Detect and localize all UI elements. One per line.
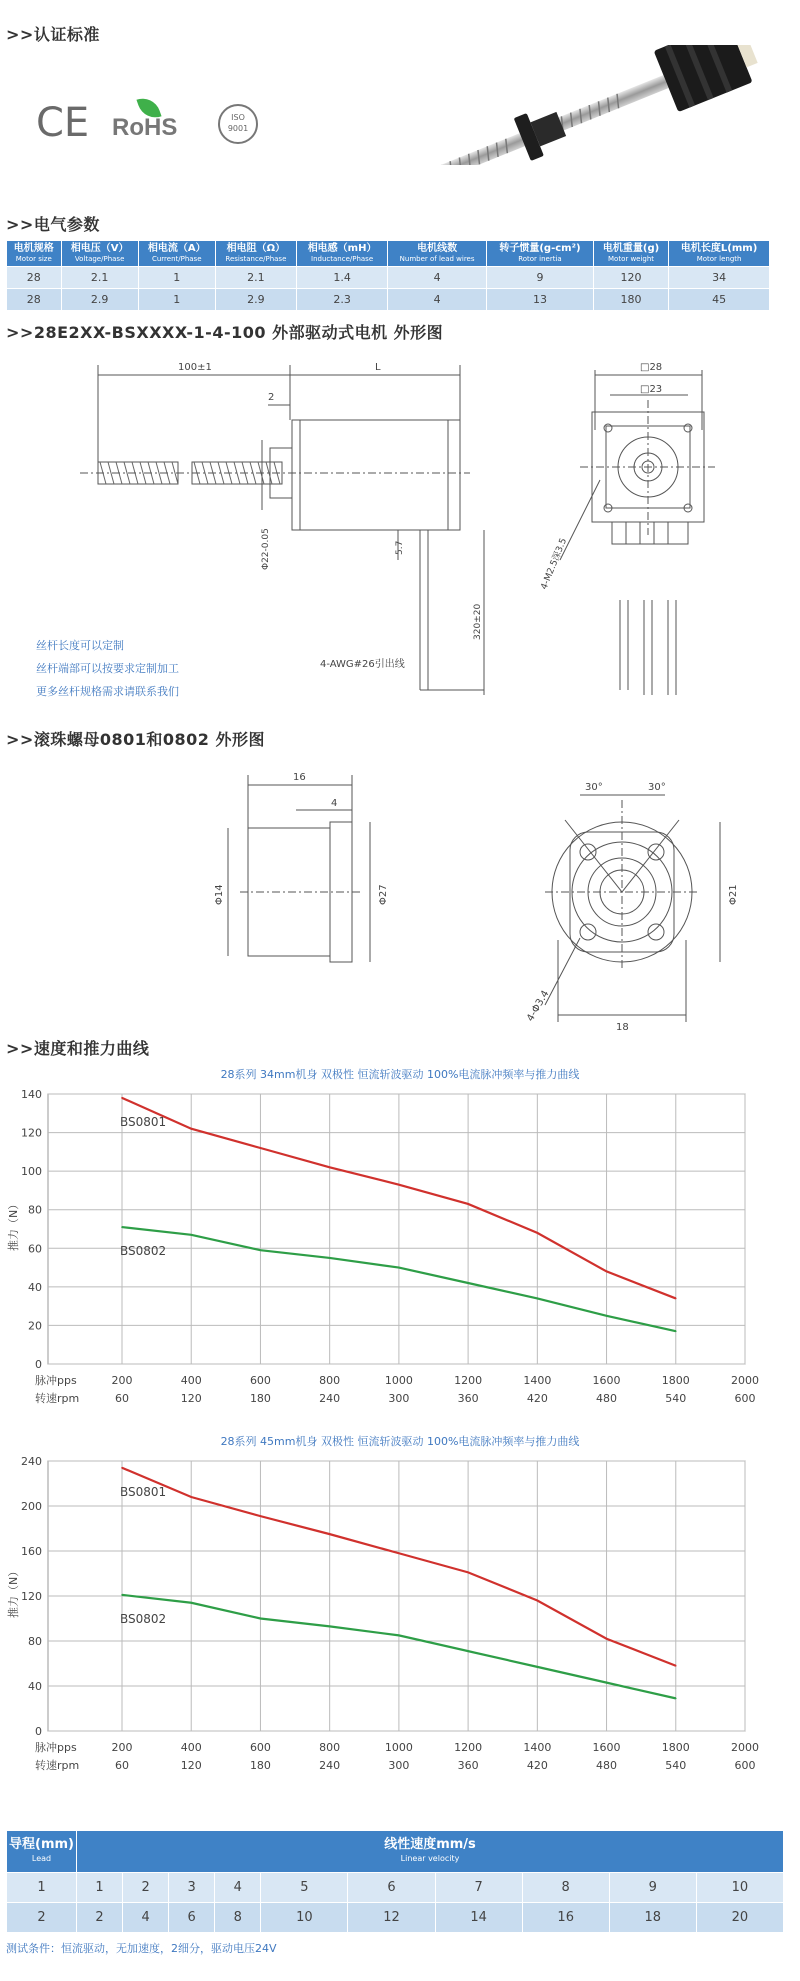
table-row <box>7 267 770 289</box>
iso-logo-line2: 9001 <box>227 124 249 133</box>
data-point <box>190 1128 192 1130</box>
data-point <box>190 1602 192 1604</box>
x-tick-label-pps: 600 <box>249 1374 271 1387</box>
x-tick-label-pps: 1400 <box>523 1374 552 1387</box>
header-sub: Motor length <box>696 255 742 263</box>
table-cell: 8 <box>215 1903 261 1933</box>
table-cell: 16 <box>522 1903 609 1933</box>
section-title-elec: >>电气参数 <box>6 215 100 234</box>
data-point <box>398 1552 400 1554</box>
x-tick-label-rpm: 540 <box>665 1392 687 1405</box>
y-tick-label: 0 <box>35 1725 42 1738</box>
x-axis-label-pps: 脉冲pps <box>35 1374 77 1387</box>
x-tick-label-rpm: 60 <box>115 1392 129 1405</box>
velocity-header <box>77 1831 784 1873</box>
dim-sq23: □23 <box>640 384 663 395</box>
dim-L: L <box>375 362 381 373</box>
series-label-bs0801: BS0801 <box>120 1114 167 1129</box>
x-tick-label-pps: 200 <box>111 1374 133 1387</box>
x-tick-label-pps: 200 <box>111 1741 133 1754</box>
series-label-bs0801: BS0801 <box>120 1484 167 1499</box>
table-header-row <box>7 241 770 267</box>
data-point <box>675 1665 677 1667</box>
x-tick-label-rpm: 480 <box>596 1759 618 1772</box>
x-tick-label-pps: 1600 <box>592 1741 621 1754</box>
dim-sq28: □28 <box>640 362 663 373</box>
table-header-cell <box>138 241 215 267</box>
thrust-chart-34mm <box>0 1082 800 1422</box>
x-tick-label-pps: 1400 <box>523 1741 552 1754</box>
data-point <box>329 1533 331 1535</box>
table-cell: 2.9 <box>215 289 296 311</box>
y-tick-label: 40 <box>28 1680 42 1693</box>
x-tick-label-pps: 1200 <box>454 1374 483 1387</box>
x-tick-label-pps: 1000 <box>384 1374 413 1387</box>
y-tick-label: 80 <box>28 1203 42 1217</box>
data-point <box>467 1572 469 1574</box>
data-point <box>260 1249 262 1251</box>
table-header-cell <box>297 241 388 267</box>
table-cell: 2 <box>123 1873 169 1903</box>
nut-dim-4: 4 <box>331 798 338 809</box>
electrical-params-table <box>6 240 770 311</box>
lead-header <box>7 1831 77 1873</box>
table-row <box>7 289 770 311</box>
x-tick-label-pps: 1800 <box>661 1374 690 1387</box>
motor-outline-drawing <box>0 350 800 710</box>
data-point <box>675 1698 677 1700</box>
x-tick-label-pps: 2000 <box>731 1741 759 1754</box>
table-cell: 6 <box>169 1903 215 1933</box>
x-tick-label-rpm: 120 <box>180 1759 202 1772</box>
y-tick-label: 0 <box>35 1358 42 1371</box>
data-point <box>260 1515 262 1517</box>
table-cell: 2.1 <box>61 267 138 289</box>
y-axis-label: 推力（N） <box>7 1198 20 1251</box>
data-point <box>398 1184 400 1186</box>
table-cell: 2.9 <box>61 289 138 311</box>
x-axis-label-rpm: 转速rpm <box>35 1392 80 1405</box>
table-cell: 8 <box>522 1873 609 1903</box>
nut-dim-30-right: 30° <box>648 782 666 793</box>
y-tick-label: 120 <box>21 1126 42 1140</box>
x-tick-label-rpm: 300 <box>388 1392 410 1405</box>
data-point <box>537 1666 539 1668</box>
data-point <box>398 1267 400 1269</box>
x-tick-label-pps: 1200 <box>454 1741 483 1754</box>
x-tick-label-rpm: 540 <box>665 1759 687 1772</box>
data-point <box>329 1257 331 1259</box>
note-screw-length: 丝杆长度可以定制 <box>36 639 124 652</box>
header-sub: Motor weight <box>608 255 655 263</box>
linear-velocity-table <box>6 1830 784 1933</box>
x-tick-label-rpm: 120 <box>180 1392 202 1405</box>
table-cell: 1.4 <box>297 267 388 289</box>
data-point <box>675 1298 677 1300</box>
x-tick-label-pps: 1600 <box>592 1374 621 1387</box>
nut-dim-phi27: Φ27 <box>378 884 389 905</box>
x-tick-label-rpm: 240 <box>319 1759 341 1772</box>
x-axis-label-rpm: 转速rpm <box>35 1759 80 1772</box>
header-main: 电机长度L(mm) <box>680 243 758 254</box>
table-cell: 1 <box>138 289 215 311</box>
y-tick-label: 60 <box>28 1242 42 1256</box>
table-cell: 4 <box>388 289 487 311</box>
velocity-header-main: 线性速度mm/s <box>384 1836 476 1852</box>
data-point <box>537 1232 539 1234</box>
data-point <box>606 1271 608 1273</box>
x-tick-label-pps: 800 <box>319 1741 341 1754</box>
section-title-cert: >>认证标准 <box>6 25 100 44</box>
data-point <box>606 1682 608 1684</box>
table-header-cell <box>388 241 487 267</box>
nut-dim-phi14: Φ14 <box>214 884 225 905</box>
header-sub: Motor size <box>15 255 52 263</box>
data-point <box>260 1618 262 1620</box>
table-header-cell <box>593 241 668 267</box>
note-contact-us: 更多丝杆规格需求请联系我们 <box>36 685 179 698</box>
chart-2-title: 28系列 45mm机身 双极性 恒流斩波驱动 100%电流脉冲频率与推力曲线 <box>220 1435 580 1448</box>
x-tick-label-rpm: 300 <box>388 1759 410 1772</box>
x-tick-label-rpm: 600 <box>734 1392 756 1405</box>
nut-dim-phi21: Φ21 <box>728 884 739 905</box>
table-cell: 28 <box>7 289 62 311</box>
x-tick-label-rpm: 240 <box>319 1392 341 1405</box>
data-point <box>398 1635 400 1637</box>
x-tick-label-pps: 800 <box>319 1374 341 1387</box>
dim-phi22: Φ22-0.05 <box>261 528 271 570</box>
iso-logo-line1: ISO <box>231 113 245 122</box>
table-cell: 2.3 <box>297 289 388 311</box>
header-main: 相电流（A） <box>147 243 206 254</box>
table-cell: 10 <box>696 1873 783 1903</box>
section-title-drawing: >>28E2XX-BSXXXX-1-4-100 外部驱动式电机 外形图 <box>6 323 444 342</box>
data-point <box>329 1626 331 1628</box>
header-main: 电机规格 <box>13 243 54 254</box>
ball-nut-drawing <box>0 760 800 1040</box>
y-tick-label: 120 <box>21 1590 42 1603</box>
table-cell: 4 <box>215 1873 261 1903</box>
table-header-cell <box>669 241 770 267</box>
section-title-nut: >>滚珠螺母0801和0802 外形图 <box>6 730 265 749</box>
table-cell: 3 <box>169 1873 215 1903</box>
dim-100: 100±1 <box>178 362 212 373</box>
header-sub: Resistance/Phase <box>225 255 287 263</box>
table-header-cell <box>61 241 138 267</box>
table-cell: 9 <box>609 1873 696 1903</box>
table-cell: 4 <box>123 1903 169 1933</box>
data-point <box>537 1600 539 1602</box>
table-row <box>7 1873 784 1903</box>
table-row <box>7 1903 784 1933</box>
dim-2: 2 <box>268 392 275 403</box>
x-tick-label-rpm: 420 <box>526 1392 548 1405</box>
header-sub: Current/Phase <box>151 255 202 263</box>
header-main: 相电阻（Ω） <box>226 243 286 254</box>
y-tick-label: 20 <box>28 1319 42 1333</box>
data-point <box>190 1496 192 1498</box>
table-cell: 45 <box>669 289 770 311</box>
lead-header-main: 导程(mm) <box>9 1836 74 1852</box>
x-tick-label-pps: 600 <box>249 1741 271 1754</box>
header-sub: Voltage/Phase <box>74 255 125 263</box>
test-conditions-note: 测试条件：恒流驱动，无加速度，2细分，驱动电压24V <box>6 1942 277 1955</box>
y-tick-label: 160 <box>21 1545 42 1558</box>
data-point <box>329 1166 331 1168</box>
iso-9001-logo <box>218 104 258 144</box>
x-tick-label-rpm: 420 <box>526 1759 548 1772</box>
data-point <box>675 1330 677 1332</box>
y-tick-label: 200 <box>21 1500 42 1513</box>
data-point <box>260 1147 262 1149</box>
header-main: 电机线数 <box>417 243 458 254</box>
table-cell: 180 <box>593 289 668 311</box>
table-cell: 20 <box>696 1903 783 1933</box>
table-cell: 120 <box>593 267 668 289</box>
table-cell: 28 <box>7 267 62 289</box>
table-cell: 5 <box>261 1873 348 1903</box>
table-cell: 12 <box>348 1903 435 1933</box>
table-cell: 1 <box>138 267 215 289</box>
x-tick-label-rpm: 60 <box>115 1759 129 1772</box>
table-cell: 2 <box>7 1903 77 1933</box>
x-tick-label-rpm: 180 <box>249 1392 271 1405</box>
table-cell: 18 <box>609 1903 696 1933</box>
header-main: 转子惯量(g-cm²) <box>499 243 581 254</box>
lead-header-sub: Lead <box>31 1853 52 1863</box>
header-sub: Rotor inertia <box>518 255 562 263</box>
data-point <box>537 1298 539 1300</box>
velocity-header-sub: Linear velocity <box>400 1853 460 1863</box>
data-point <box>467 1650 469 1652</box>
table-cell: 9 <box>487 267 594 289</box>
data-point <box>606 1638 608 1640</box>
dim-320: 320±20 <box>473 603 483 640</box>
table-cell: 2 <box>77 1903 123 1933</box>
thrust-chart-45mm <box>0 1449 800 1789</box>
header-main: 电机重量(g) <box>602 243 660 254</box>
motor-product-image <box>420 45 780 165</box>
nut-dim-hole: 4-Φ3.4 <box>525 988 552 1024</box>
rohs-logo: RoHS <box>112 114 178 141</box>
table-cell: 1 <box>7 1873 77 1903</box>
table-cell: 1 <box>77 1873 123 1903</box>
chart-1-title: 28系列 34mm机身 双极性 恒流斩波驱动 100%电流脉冲频率与推力曲线 <box>220 1068 580 1081</box>
data-point <box>121 1226 123 1228</box>
table-cell: 4 <box>388 267 487 289</box>
series-label-bs0802: BS0802 <box>120 1611 167 1626</box>
dim-m2-5: 4-M2.5深3.5 <box>539 536 570 592</box>
x-tick-label-rpm: 600 <box>734 1759 756 1772</box>
lead-wire-label: 4-AWG#26引出线 <box>320 659 405 670</box>
table-cell: 14 <box>435 1903 522 1933</box>
note-screw-end: 丝杆端部可以按要求定制加工 <box>36 662 179 675</box>
table-cell: 7 <box>435 1873 522 1903</box>
nut-dim-30-left: 30° <box>585 782 603 793</box>
table-header-row <box>7 1831 784 1873</box>
x-tick-label-pps: 1800 <box>661 1741 690 1754</box>
section-title-curve: >>速度和推力曲线 <box>6 1039 150 1058</box>
x-axis-label-pps: 脉冲pps <box>35 1741 77 1754</box>
y-tick-label: 140 <box>21 1088 42 1101</box>
table-cell: 13 <box>487 289 594 311</box>
y-tick-label: 40 <box>28 1280 42 1294</box>
table-cell: 6 <box>348 1873 435 1903</box>
data-point <box>121 1467 123 1469</box>
y-tick-label: 240 <box>21 1455 42 1468</box>
data-point <box>190 1234 192 1236</box>
x-tick-label-pps: 1000 <box>384 1741 413 1754</box>
y-tick-label: 100 <box>21 1165 42 1179</box>
table-cell: 2.1 <box>215 267 296 289</box>
dim-5-7: 5.7 <box>395 540 405 555</box>
data-point <box>121 1594 123 1596</box>
table-cell: 10 <box>261 1903 348 1933</box>
header-sub: Inductance/Phase <box>311 255 374 263</box>
nut-dim-18: 18 <box>616 1022 629 1033</box>
table-header-cell <box>487 241 594 267</box>
table-header-cell <box>215 241 296 267</box>
y-tick-label: 80 <box>28 1635 42 1648</box>
header-sub: Number of lead wires <box>399 255 475 263</box>
x-tick-label-rpm: 360 <box>457 1759 479 1772</box>
header-main: 相电感（mH） <box>307 243 377 254</box>
data-point <box>467 1203 469 1205</box>
x-tick-label-rpm: 480 <box>596 1392 618 1405</box>
header-main: 相电压（V） <box>70 243 129 254</box>
x-tick-label-pps: 400 <box>180 1741 202 1754</box>
data-point <box>121 1097 123 1099</box>
table-cell: 34 <box>669 267 770 289</box>
x-tick-label-pps: 400 <box>180 1374 202 1387</box>
ce-logo: CE <box>36 100 90 146</box>
x-tick-label-rpm: 180 <box>249 1759 271 1772</box>
data-point <box>467 1282 469 1284</box>
x-tick-label-pps: 2000 <box>731 1374 759 1387</box>
data-point <box>606 1315 608 1317</box>
series-label-bs0802: BS0802 <box>120 1244 167 1259</box>
y-axis-label: 推力（N） <box>7 1565 20 1618</box>
x-tick-label-rpm: 360 <box>457 1392 479 1405</box>
nut-dim-16: 16 <box>293 772 306 783</box>
table-header-cell <box>7 241 62 267</box>
